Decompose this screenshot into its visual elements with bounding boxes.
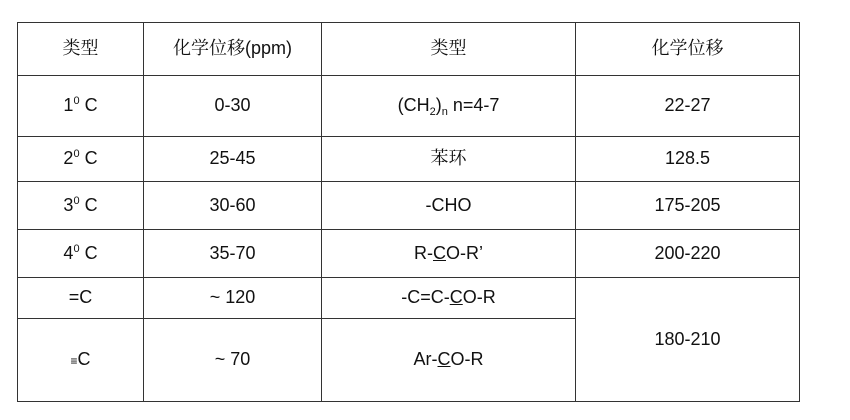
table-row xyxy=(18,278,800,319)
group-shift-cell: 175-205 xyxy=(576,182,800,230)
carbon-shift-cell: 35-70 xyxy=(144,230,322,278)
group-type-cell: 苯环 xyxy=(322,137,576,182)
group-type-cell: $(CH_2)_n$ n=4-7 xyxy=(322,76,576,137)
carbon-type-cell: $3^0$ C xyxy=(18,182,144,230)
group-type-cell: -CHO xyxy=(322,182,576,230)
carbon-shift-cell: ~ 120 xyxy=(144,278,322,319)
carbon-type-cell: $1^0$ C xyxy=(18,76,144,137)
table-row xyxy=(18,230,800,278)
carbon-shift-cell: ~ 70 xyxy=(144,319,322,402)
group-shift-cell: 200-220 xyxy=(576,230,800,278)
merged-group-shift-cell: 180-210 xyxy=(576,278,800,402)
table-row xyxy=(18,76,800,137)
carbon-shift-cell: 30-60 xyxy=(144,182,322,230)
group-shift-cell: 128.5 xyxy=(576,137,800,182)
group-shift-cell: 22-27 xyxy=(576,76,800,137)
carbon-type-cell: ≡C xyxy=(18,319,144,402)
carbon-type-cell: $2^0$ C xyxy=(18,137,144,182)
carbon-shift-cell: 25-45 xyxy=(144,137,322,182)
header-group-shift: 化学位移 xyxy=(576,23,800,76)
group-type-cell: R-CO-R’ xyxy=(322,230,576,278)
table-row xyxy=(18,182,800,230)
carbon-type-cell: $4^0$ C xyxy=(18,230,144,278)
group-type-cell: Ar-CO-R xyxy=(322,319,576,402)
table-header-row xyxy=(18,23,800,76)
header-carbon-type: 类型 xyxy=(18,23,144,76)
group-type-cell: -C=C-CO-R xyxy=(322,278,576,319)
carbon-type-cell: =C xyxy=(18,278,144,319)
chemical-shift-table xyxy=(17,22,800,402)
header-carbon-shift: 化学位移(ppm) xyxy=(144,23,322,76)
table-row xyxy=(18,137,800,182)
header-group-type: 类型 xyxy=(322,23,576,76)
carbon-shift-cell: 0-30 xyxy=(144,76,322,137)
